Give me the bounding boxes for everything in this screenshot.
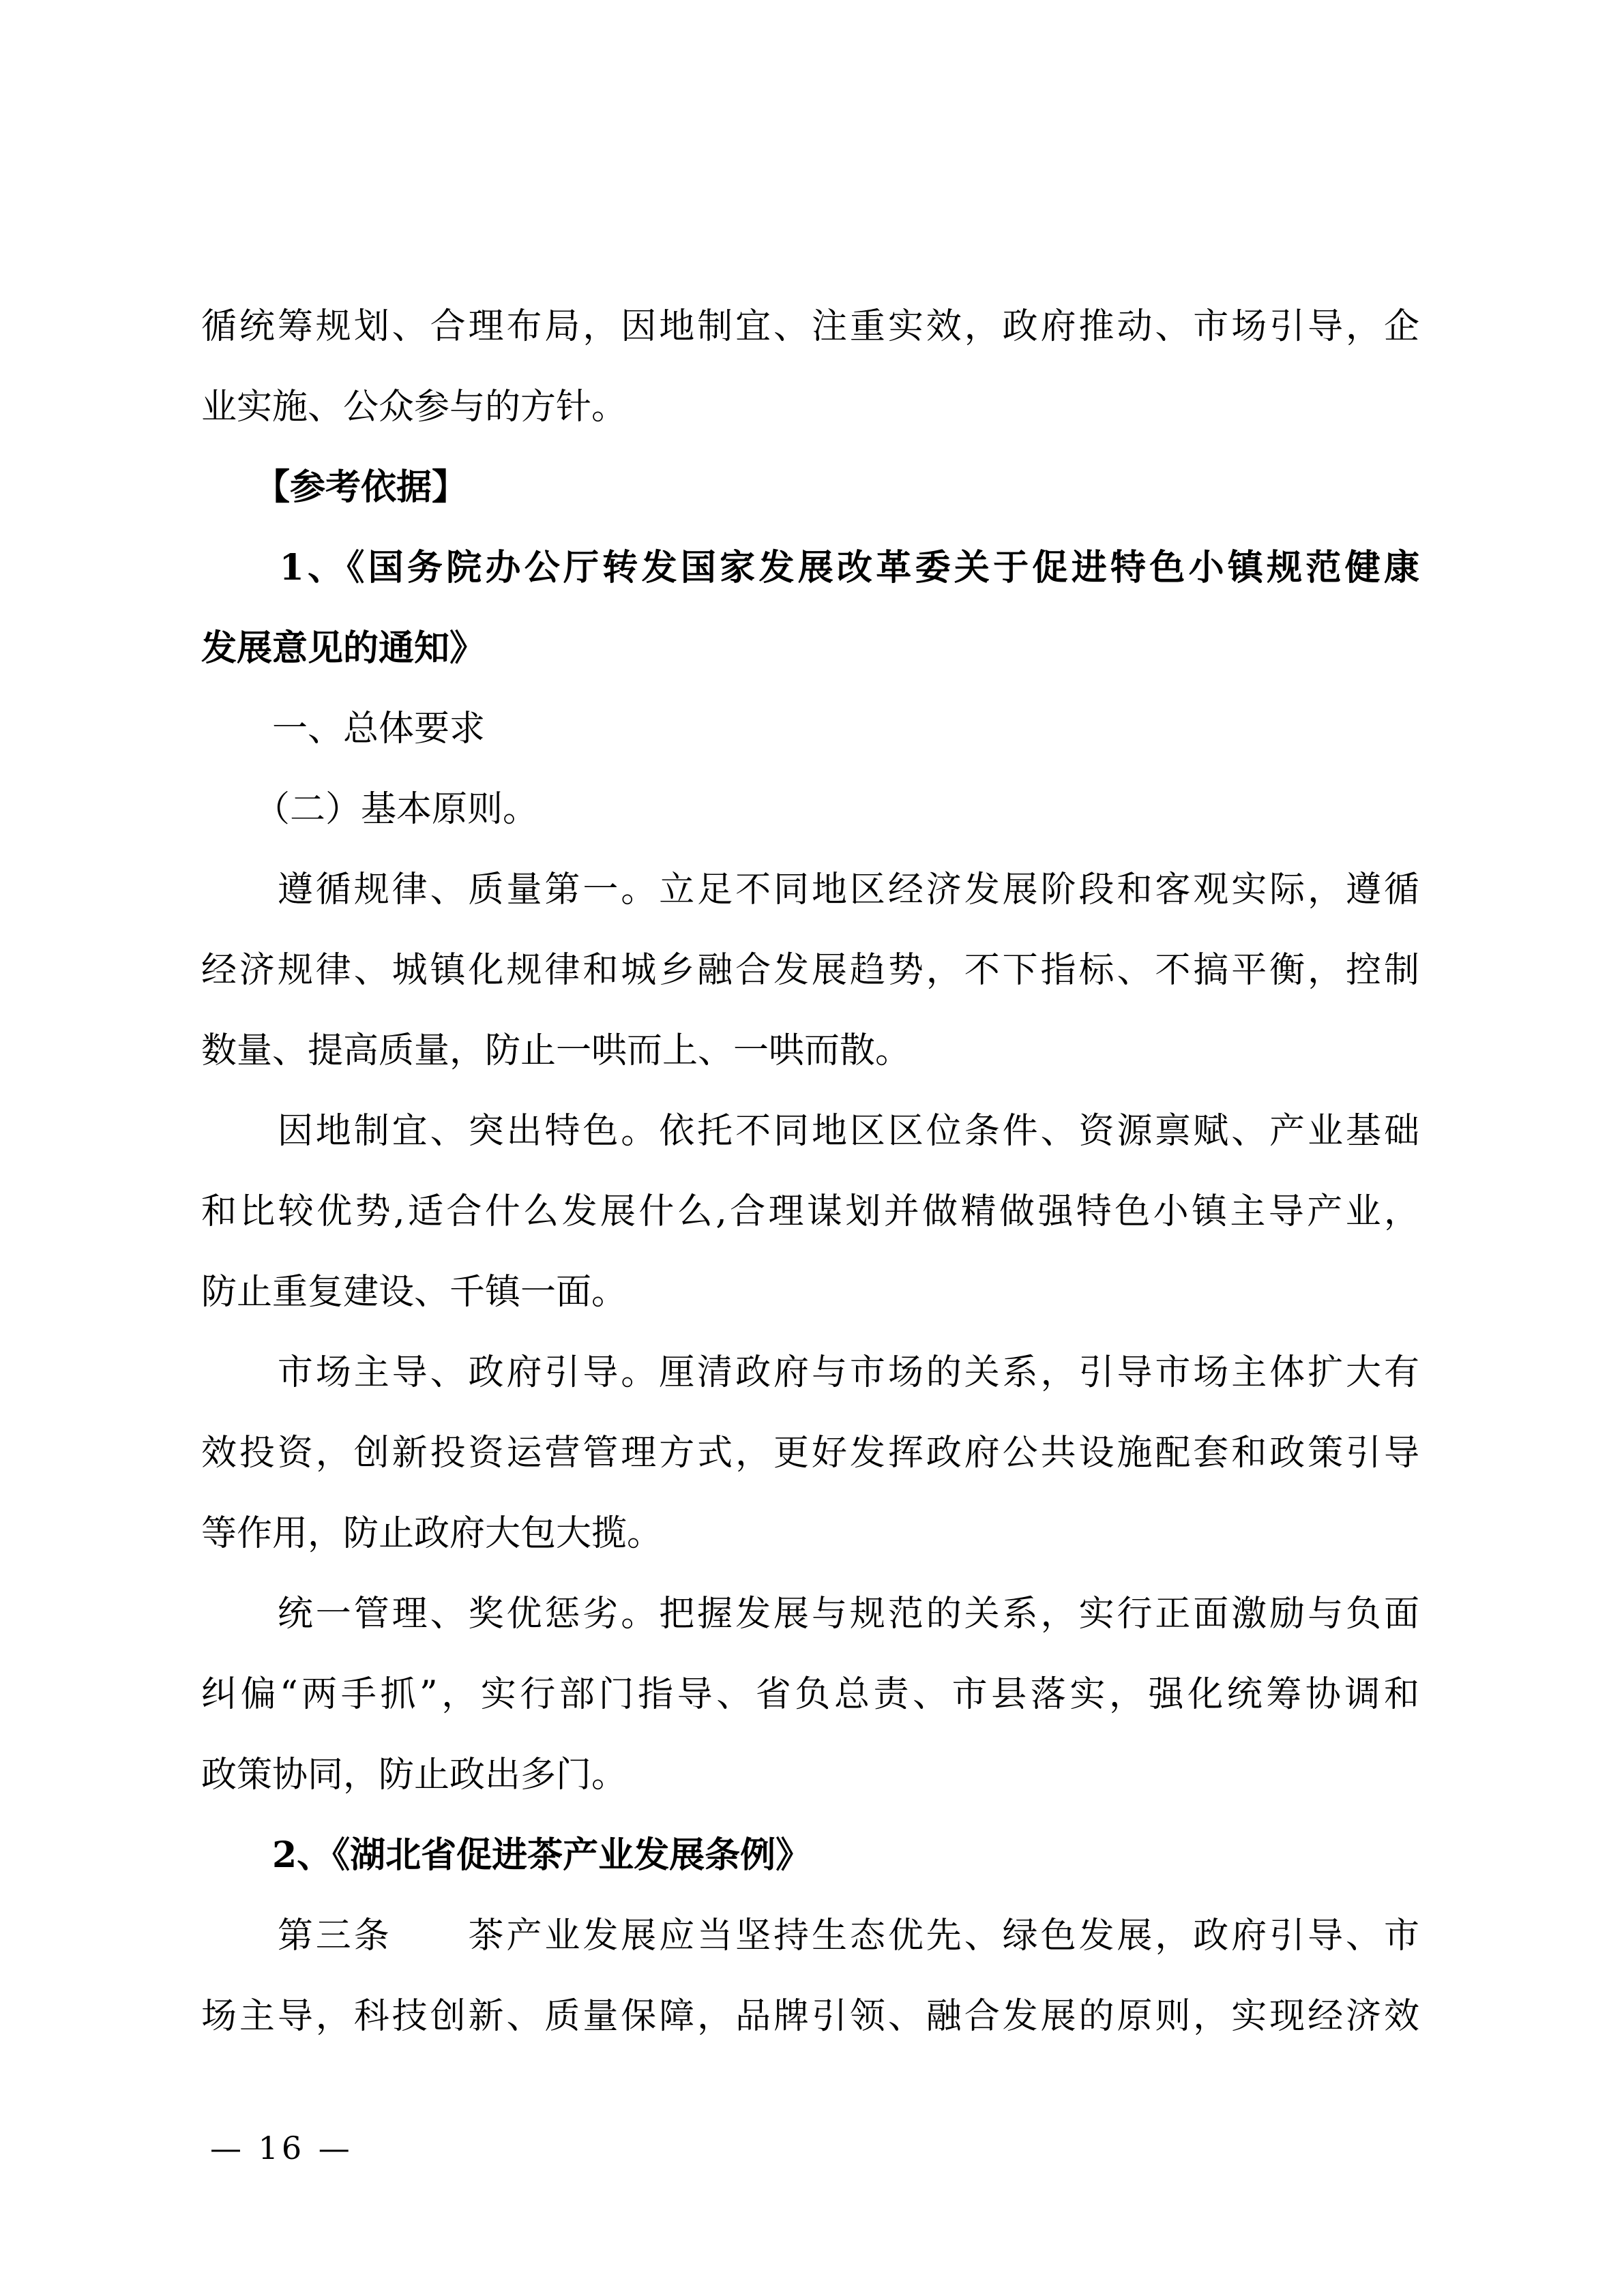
article3-line2: 场主导，科技创新、质量保障，品牌引领、融合发展的原则，实现经济效 bbox=[201, 1996, 1419, 2037]
principle1-line2: 经济规律、城镇化规律和城乡融合发展趋势，不下指标、不搞平衡，控制 bbox=[201, 950, 1419, 991]
ref1-title-line1: 1、《国务院办公厅转发国家发展改革委关于促进特色小镇规范健康 bbox=[201, 547, 1419, 588]
paragraph-continuation-line: 循统筹规划、合理布局，因地制宜、注重实效，政府推动、市场引导，企 bbox=[201, 306, 1419, 347]
paragraph-end-line: 业实施、公众参与的方针。 bbox=[201, 387, 628, 428]
subsection-heading: （二）基本原则。 bbox=[201, 789, 539, 830]
page-number: — 16 — bbox=[210, 2130, 353, 2166]
principle4-line1: 统一管理、奖优惩劣。把握发展与规范的关系，实行正面激励与负面 bbox=[201, 1594, 1419, 1635]
heading-reference-basis: 【参考依据】 bbox=[201, 466, 468, 508]
principle4-line3: 政策协同，防止政出多门。 bbox=[201, 1755, 628, 1795]
principle3-line3: 等作用，防止政府大包大揽。 bbox=[201, 1513, 663, 1554]
principle1-line1: 遵循规律、质量第一。立足不同地区经济发展阶段和客观实际，遵循 bbox=[201, 869, 1419, 910]
ref1-title-line2: 发展意见的通知》 bbox=[201, 627, 486, 669]
principle3-line2: 效投资，创新投资运营管理方式，更好发挥政府公共设施配套和政策引导 bbox=[201, 1433, 1419, 1474]
principle1-line3: 数量、提高质量，防止一哄而上、一哄而散。 bbox=[201, 1030, 911, 1071]
section-heading: 一、总体要求 bbox=[201, 709, 486, 749]
article3-line1: 第三条 茶产业发展应当坚持生态优先、绿色发展，政府引导、市 bbox=[201, 1915, 1419, 1956]
principle2-line2: 和比较优势,适合什么发展什么,合理谋划并做精做强特色小镇主导产业， bbox=[201, 1191, 1419, 1232]
principle2-line3: 防止重复建设、千镇一面。 bbox=[201, 1272, 628, 1313]
ref2-title: 2、《湖北省促进茶产业发展条例》 bbox=[201, 1834, 812, 1876]
document-body bbox=[201, 286, 1419, 2057]
principle4-line2: 纠偏“两手抓”，实行部门指导、省负总责、市县落实，强化统筹协调和 bbox=[201, 1674, 1419, 1715]
principle3-line1: 市场主导、政府引导。厘清政府与市场的关系，引导市场主体扩大有 bbox=[201, 1352, 1419, 1393]
principle2-line1: 因地制宜、突出特色。依托不同地区区位条件、资源禀赋、产业基础 bbox=[201, 1111, 1419, 1152]
